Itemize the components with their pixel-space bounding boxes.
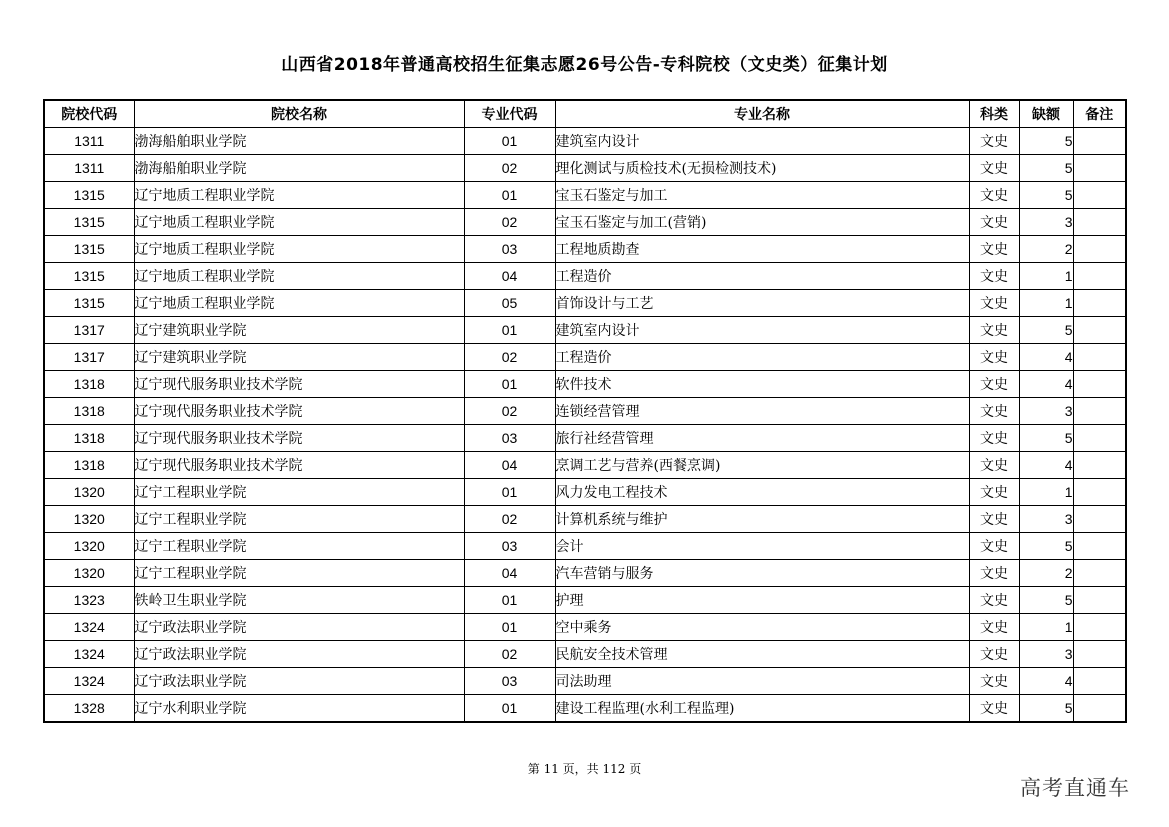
cell-remarks — [1073, 155, 1126, 182]
cell-school-code: 1315 — [44, 263, 134, 290]
cell-major-name: 宝玉石鉴定与加工(营销) — [555, 209, 969, 236]
cell-category: 文史 — [969, 371, 1019, 398]
cell-school-name: 辽宁地质工程职业学院 — [134, 182, 464, 209]
cell-major-name: 工程造价 — [555, 263, 969, 290]
cell-major-name: 空中乘务 — [555, 614, 969, 641]
cell-major-code: 03 — [464, 236, 555, 263]
cell-remarks — [1073, 425, 1126, 452]
cell-school-code: 1320 — [44, 533, 134, 560]
table-row — [44, 209, 1126, 236]
cell-school-code: 1320 — [44, 560, 134, 587]
table-row — [44, 182, 1126, 209]
cell-school-name: 辽宁现代服务职业技术学院 — [134, 452, 464, 479]
cell-school-name: 辽宁建筑职业学院 — [134, 344, 464, 371]
table-row — [44, 560, 1126, 587]
cell-category: 文史 — [969, 344, 1019, 371]
cell-remarks — [1073, 290, 1126, 317]
cell-school-code: 1318 — [44, 425, 134, 452]
cell-remarks — [1073, 614, 1126, 641]
cell-remarks — [1073, 641, 1126, 668]
cell-vacancy: 3 — [1019, 398, 1073, 425]
cell-school-name: 辽宁工程职业学院 — [134, 533, 464, 560]
cell-vacancy: 3 — [1019, 506, 1073, 533]
cell-remarks — [1073, 344, 1126, 371]
cell-remarks — [1073, 371, 1126, 398]
page-title: 山西省2018年普通高校招生征集志愿26号公告-专科院校（文史类）征集计划 — [281, 55, 888, 75]
header-remarks: 备注 — [1073, 100, 1126, 128]
cell-major-name: 计算机系统与维护 — [555, 506, 969, 533]
cell-vacancy: 2 — [1019, 560, 1073, 587]
cell-major-name: 会计 — [555, 533, 969, 560]
cell-major-name: 风力发电工程技术 — [555, 479, 969, 506]
cell-category: 文史 — [969, 263, 1019, 290]
cell-school-code: 1315 — [44, 236, 134, 263]
cell-remarks — [1073, 533, 1126, 560]
table-row — [44, 236, 1126, 263]
cell-vacancy: 5 — [1019, 128, 1073, 155]
cell-vacancy: 5 — [1019, 317, 1073, 344]
table-row — [44, 506, 1126, 533]
watermark-logo-text: 高考直通车 — [1020, 776, 1130, 800]
cell-vacancy: 1 — [1019, 614, 1073, 641]
cell-vacancy: 5 — [1019, 587, 1073, 614]
cell-vacancy: 4 — [1019, 668, 1073, 695]
cell-school-code: 1315 — [44, 182, 134, 209]
cell-category: 文史 — [969, 317, 1019, 344]
cell-vacancy: 4 — [1019, 452, 1073, 479]
header-major-code: 专业代码 — [464, 100, 555, 128]
cell-school-code: 1323 — [44, 587, 134, 614]
cell-category: 文史 — [969, 641, 1019, 668]
cell-major-name: 连锁经营管理 — [555, 398, 969, 425]
cell-major-name: 护理 — [555, 587, 969, 614]
cell-vacancy: 1 — [1019, 263, 1073, 290]
cell-remarks — [1073, 398, 1126, 425]
cell-school-code: 1311 — [44, 155, 134, 182]
cell-remarks — [1073, 263, 1126, 290]
cell-remarks — [1073, 182, 1126, 209]
cell-school-code: 1315 — [44, 290, 134, 317]
cell-school-code: 1324 — [44, 614, 134, 641]
cell-major-code: 04 — [464, 452, 555, 479]
cell-school-name: 辽宁现代服务职业技术学院 — [134, 371, 464, 398]
cell-school-code: 1317 — [44, 317, 134, 344]
table-row — [44, 587, 1126, 614]
cell-major-code: 03 — [464, 533, 555, 560]
cell-category: 文史 — [969, 533, 1019, 560]
cell-category: 文史 — [969, 209, 1019, 236]
cell-school-name: 渤海船舶职业学院 — [134, 155, 464, 182]
cell-school-name: 铁岭卫生职业学院 — [134, 587, 464, 614]
cell-vacancy: 5 — [1019, 182, 1073, 209]
cell-vacancy: 5 — [1019, 425, 1073, 452]
header-major-name: 专业名称 — [555, 100, 969, 128]
table-row — [44, 398, 1126, 425]
table-row — [44, 452, 1126, 479]
table-row — [44, 479, 1126, 506]
cell-vacancy: 2 — [1019, 236, 1073, 263]
table-row — [44, 290, 1126, 317]
table-header-row — [44, 100, 1126, 128]
table-row — [44, 128, 1126, 155]
table-row — [44, 614, 1126, 641]
cell-school-code: 1318 — [44, 452, 134, 479]
header-school-name: 院校名称 — [134, 100, 464, 128]
cell-category: 文史 — [969, 425, 1019, 452]
cell-school-code: 1324 — [44, 668, 134, 695]
cell-major-code: 01 — [464, 371, 555, 398]
cell-major-code: 04 — [464, 560, 555, 587]
cell-major-code: 02 — [464, 155, 555, 182]
cell-remarks — [1073, 506, 1126, 533]
table-row — [44, 344, 1126, 371]
table-row — [44, 533, 1126, 560]
cell-school-name: 辽宁工程职业学院 — [134, 560, 464, 587]
cell-remarks — [1073, 668, 1126, 695]
cell-major-code: 02 — [464, 398, 555, 425]
table-row — [44, 641, 1126, 668]
cell-school-name: 辽宁地质工程职业学院 — [134, 209, 464, 236]
cell-major-name: 建设工程监理(水利工程监理) — [555, 695, 969, 723]
cell-remarks — [1073, 128, 1126, 155]
cell-school-name: 渤海船舶职业学院 — [134, 128, 464, 155]
cell-school-name: 辽宁现代服务职业技术学院 — [134, 425, 464, 452]
cell-major-name: 首饰设计与工艺 — [555, 290, 969, 317]
cell-category: 文史 — [969, 479, 1019, 506]
cell-major-code: 01 — [464, 695, 555, 723]
cell-major-code: 02 — [464, 641, 555, 668]
cell-major-code: 01 — [464, 128, 555, 155]
cell-category: 文史 — [969, 452, 1019, 479]
cell-vacancy: 5 — [1019, 533, 1073, 560]
cell-major-code: 01 — [464, 317, 555, 344]
cell-major-code: 05 — [464, 290, 555, 317]
cell-category: 文史 — [969, 128, 1019, 155]
cell-category: 文史 — [969, 398, 1019, 425]
header-school-code: 院校代码 — [44, 100, 134, 128]
cell-school-code: 1324 — [44, 641, 134, 668]
cell-vacancy: 5 — [1019, 695, 1073, 723]
table-row — [44, 155, 1126, 182]
cell-major-code: 01 — [464, 587, 555, 614]
cell-category: 文史 — [969, 560, 1019, 587]
cell-major-name: 建筑室内设计 — [555, 128, 969, 155]
cell-vacancy: 5 — [1019, 155, 1073, 182]
cell-category: 文史 — [969, 236, 1019, 263]
cell-school-code: 1318 — [44, 371, 134, 398]
cell-major-name: 烹调工艺与营养(西餐烹调) — [555, 452, 969, 479]
cell-school-name: 辽宁工程职业学院 — [134, 479, 464, 506]
cell-school-code: 1320 — [44, 506, 134, 533]
cell-major-code: 01 — [464, 614, 555, 641]
cell-major-name: 民航安全技术管理 — [555, 641, 969, 668]
cell-major-code: 04 — [464, 263, 555, 290]
cell-major-name: 工程造价 — [555, 344, 969, 371]
cell-school-code: 1320 — [44, 479, 134, 506]
cell-school-code: 1317 — [44, 344, 134, 371]
cell-school-name: 辽宁地质工程职业学院 — [134, 290, 464, 317]
cell-category: 文史 — [969, 290, 1019, 317]
table-row — [44, 695, 1126, 723]
cell-school-name: 辽宁建筑职业学院 — [134, 317, 464, 344]
cell-remarks — [1073, 560, 1126, 587]
cell-remarks — [1073, 452, 1126, 479]
cell-category: 文史 — [969, 587, 1019, 614]
cell-school-name: 辽宁工程职业学院 — [134, 506, 464, 533]
cell-school-code: 1311 — [44, 128, 134, 155]
cell-remarks — [1073, 236, 1126, 263]
table-row — [44, 425, 1126, 452]
cell-major-name: 宝玉石鉴定与加工 — [555, 182, 969, 209]
cell-major-code: 02 — [464, 506, 555, 533]
cell-category: 文史 — [969, 614, 1019, 641]
header-vacancy: 缺额 — [1019, 100, 1073, 128]
cell-major-name: 建筑室内设计 — [555, 317, 969, 344]
cell-major-name: 汽车营销与服务 — [555, 560, 969, 587]
cell-major-code: 03 — [464, 668, 555, 695]
cell-school-name: 辽宁政法职业学院 — [134, 614, 464, 641]
cell-vacancy: 3 — [1019, 209, 1073, 236]
cell-school-name: 辽宁现代服务职业技术学院 — [134, 398, 464, 425]
cell-category: 文史 — [969, 506, 1019, 533]
cell-major-name: 工程地质勘查 — [555, 236, 969, 263]
cell-remarks — [1073, 317, 1126, 344]
cell-major-name: 理化测试与质检技术(无损检测技术) — [555, 155, 969, 182]
cell-remarks — [1073, 695, 1126, 723]
cell-school-code: 1328 — [44, 695, 134, 723]
cell-major-name: 软件技术 — [555, 371, 969, 398]
header-category: 科类 — [969, 100, 1019, 128]
table-row — [44, 668, 1126, 695]
cell-school-name: 辽宁政法职业学院 — [134, 641, 464, 668]
cell-remarks — [1073, 587, 1126, 614]
cell-school-name: 辽宁水利职业学院 — [134, 695, 464, 723]
cell-vacancy: 3 — [1019, 641, 1073, 668]
cell-category: 文史 — [969, 695, 1019, 723]
cell-major-name: 旅行社经营管理 — [555, 425, 969, 452]
cell-vacancy: 1 — [1019, 479, 1073, 506]
cell-school-name: 辽宁地质工程职业学院 — [134, 236, 464, 263]
cell-major-code: 03 — [464, 425, 555, 452]
cell-category: 文史 — [969, 155, 1019, 182]
cell-major-code: 01 — [464, 479, 555, 506]
enrollment-plan-table — [43, 99, 1127, 723]
cell-school-code: 1318 — [44, 398, 134, 425]
cell-category: 文史 — [969, 182, 1019, 209]
table-row — [44, 263, 1126, 290]
cell-major-code: 02 — [464, 344, 555, 371]
cell-remarks — [1073, 479, 1126, 506]
cell-vacancy: 1 — [1019, 290, 1073, 317]
table-row — [44, 317, 1126, 344]
cell-remarks — [1073, 209, 1126, 236]
cell-school-code: 1315 — [44, 209, 134, 236]
table-row — [44, 371, 1126, 398]
cell-major-code: 01 — [464, 182, 555, 209]
cell-vacancy: 4 — [1019, 371, 1073, 398]
page-footer: 第 11 页，共 112 页 — [527, 762, 642, 776]
cell-major-name: 司法助理 — [555, 668, 969, 695]
cell-major-code: 02 — [464, 209, 555, 236]
cell-category: 文史 — [969, 668, 1019, 695]
cell-school-name: 辽宁地质工程职业学院 — [134, 263, 464, 290]
cell-school-name: 辽宁政法职业学院 — [134, 668, 464, 695]
cell-vacancy: 4 — [1019, 344, 1073, 371]
